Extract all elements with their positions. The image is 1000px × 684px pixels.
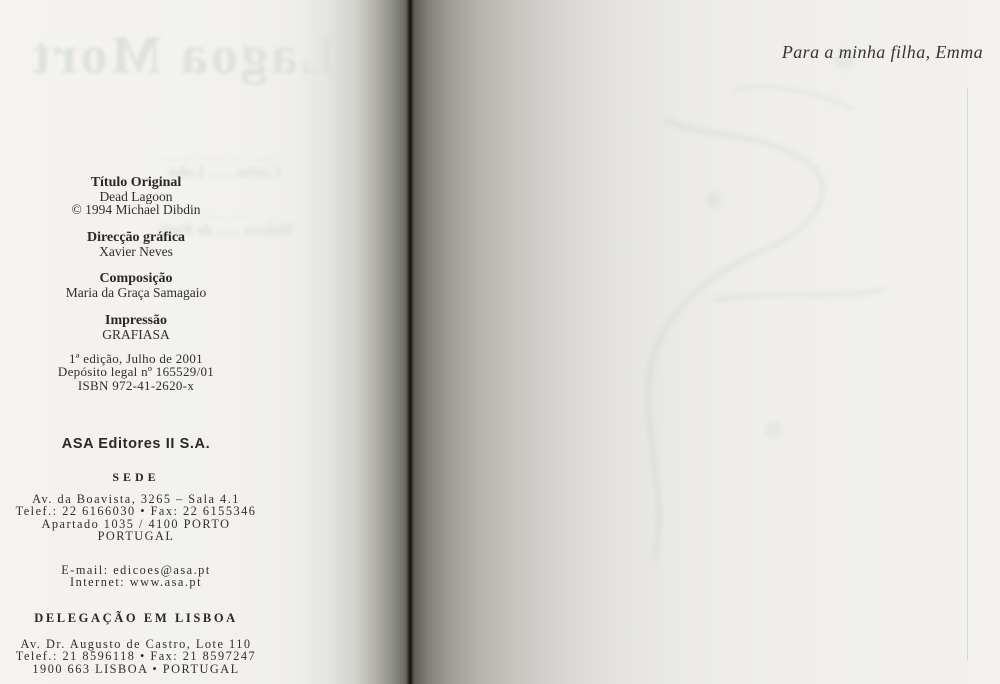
contact-line: E-mail: edicoes@asa.pt (61, 563, 211, 577)
section-line: © 1994 Michael Dibdin (71, 202, 201, 218)
colophon-section-titulo (0, 176, 272, 217)
edition-line: ISBN 972-41-2620-x (77, 377, 195, 393)
colophon-section-direccao (0, 231, 272, 258)
ghost-credit-line: …… …… (199, 207, 251, 222)
page-edge-showthrough-line (967, 88, 968, 660)
section-line: GRAFIASA (102, 326, 170, 342)
address-line: PORTUGAL (97, 528, 175, 543)
edition-line: Depósito legal nº 165529/01 (57, 364, 215, 380)
section-heading: Composição (99, 271, 173, 286)
address-line: Av. da Boavista, 3265 – Sala 4.1 (32, 492, 240, 506)
right-page (414, 0, 1000, 684)
colophon-section-impressao (0, 314, 272, 341)
ghost-title-showthrough: Lagoa Mort (29, 25, 337, 85)
ghost-credit-line: Carlos ….. Lobo (168, 163, 282, 181)
delegacao-heading: DELEGAÇÃO EM LISBOA (34, 611, 238, 625)
contact-block (0, 564, 272, 589)
edition-line: 1ª edição, Julho de 2001 (69, 351, 203, 366)
delegacao-address (0, 638, 272, 675)
address-line: Telef.: 22 6166030 • Fax: 22 6155346 (15, 504, 257, 519)
publisher-name: ASA Editores II S.A. (61, 436, 211, 452)
contact-line: Internet: www.asa.pt (70, 575, 202, 590)
address-line: Av. Dr. Augusto de Castro, Lote 110 (20, 637, 252, 651)
sede-address (0, 493, 272, 542)
address-line: Telef.: 21 8596118 • Fax: 21 8597247 (15, 649, 257, 664)
edition-block (0, 352, 272, 392)
colophon-section-composicao (0, 272, 272, 299)
section-heading: Impressão (105, 313, 167, 328)
section-line: Maria da Graça Samagaio (65, 284, 207, 300)
section-line: Dead Lagoon (99, 188, 173, 204)
dedication-text: Para a minha filha, Emma (781, 42, 983, 62)
left-page (0, 0, 408, 684)
sede-heading: SEDE (112, 470, 160, 484)
ghost-map-showthrough (414, 0, 1000, 684)
section-heading: Título Original (90, 175, 182, 190)
section-heading: Direcção gráfica (86, 230, 186, 245)
address-line: 1900 663 LISBOA • PORTUGAL (32, 661, 240, 676)
address-line: Apartado 1035 / 4100 PORTO (41, 516, 231, 531)
section-line: Xavier Neves (99, 243, 173, 259)
binding-crease (406, 0, 414, 684)
ghost-credit-line: Helena ….. de Paris (157, 221, 293, 239)
ghost-credit-line: …………… …… ……… (162, 149, 288, 163)
